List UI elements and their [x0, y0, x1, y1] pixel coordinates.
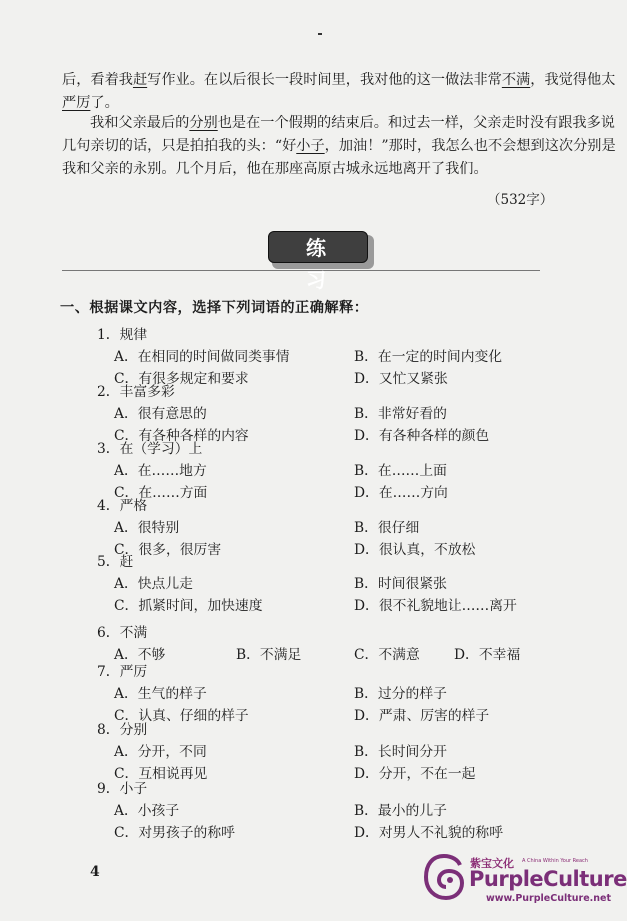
option-d: D．分开，不在一起	[354, 766, 476, 782]
logo-tagline: A China Within Your Reach	[522, 858, 588, 864]
question-term: 2．丰富多彩	[97, 384, 175, 400]
text-run: 我和父亲最后的	[90, 115, 190, 131]
paragraph-2-line-3: 我和父亲的永别。几个月后，他在那座高原古城永远地离开了我们。	[62, 161, 488, 177]
option-b: B．最小的儿子	[354, 803, 447, 819]
option-b: B．不满足	[236, 647, 302, 663]
banner-title: 练 习	[268, 231, 368, 263]
vocab-word-fenbie: 分别	[189, 115, 218, 131]
option-d: D．严肃、厉害的样子	[354, 708, 490, 724]
option-a: A．快点儿走	[114, 576, 193, 592]
text-run: ，加油！”那时，我怎么也不会想到这次分别是	[324, 138, 616, 154]
vocab-word-gan: 赶	[132, 72, 148, 88]
option-c: C．很多，很厉害	[114, 542, 222, 558]
paragraph-2-line-1	[62, 112, 615, 135]
option-c: C．有各种各样的内容	[114, 428, 249, 444]
question-term: 8．分别	[97, 722, 148, 738]
exercise-banner	[268, 231, 374, 292]
option-c: C．认真、仔细的样子	[114, 708, 249, 724]
option-a: A．分开，不同	[114, 744, 207, 760]
option-c: C．互相说再见	[114, 766, 208, 782]
option-b: B．过分的样子	[354, 686, 447, 702]
option-d: D．很认真，不放松	[354, 542, 476, 558]
option-a: A．在相同的时间做同类事情	[114, 349, 290, 365]
option-b: B．在……上面	[354, 463, 447, 479]
paragraph-1-line-1	[62, 69, 616, 92]
text-run: 几句亲切的话，只是拍拍我的头：“好	[62, 138, 297, 154]
question-term: 7．严厉	[97, 664, 148, 680]
purpleculture-logo	[422, 853, 627, 909]
paragraph-2	[62, 112, 616, 181]
logo-brand: PurpleCulture	[469, 867, 627, 891]
page-number: 4	[90, 864, 100, 880]
option-d: D．在……方向	[354, 485, 448, 501]
option-a: A．在……地方	[114, 463, 207, 479]
section-title: 一、根据课文内容，选择下列词语的正确解释：	[60, 300, 369, 316]
option-b: B．很仔细	[354, 520, 420, 536]
option-c: C．抓紧时间，加快速度	[114, 598, 263, 614]
option-d: D．对男人不礼貌的称呼	[354, 825, 504, 841]
logo-chinese: 紫宝文化	[470, 857, 514, 870]
logo-url: www.PurpleCulture.net	[486, 893, 612, 904]
question-term: 6．不满	[97, 625, 148, 641]
word-count: （532字）	[487, 192, 554, 208]
vocab-word-buman: 不满	[501, 72, 531, 88]
option-c: C．不满意	[354, 647, 420, 663]
top-mark	[318, 33, 322, 35]
paragraph-2-line-2	[62, 135, 616, 158]
option-a: A．生气的样子	[114, 686, 207, 702]
paragraph-1	[62, 69, 616, 115]
question-term: 4．严格	[97, 498, 148, 514]
text-run: ，我觉得他太	[530, 72, 616, 88]
option-a: A．小孩子	[114, 803, 180, 819]
text-run: 写作业。在以后很长一段时间里，我对他的这一做法非常	[147, 72, 502, 88]
vocab-word-yanli: 严厉	[62, 95, 91, 111]
seal-logo-icon	[422, 853, 466, 901]
option-b: B．在一定的时间内变化	[354, 349, 503, 365]
option-b: B．时间很紧张	[354, 576, 447, 592]
question-term: 5．赶	[97, 554, 134, 570]
option-d: D．有各种各样的颜色	[354, 428, 490, 444]
option-c: C．有很多规定和要求	[114, 371, 249, 387]
option-d: D．很不礼貌地让……离开	[354, 598, 517, 614]
option-b: B．非常好看的	[354, 406, 447, 422]
option-a: A．不够	[114, 647, 166, 663]
option-c: C．在……方面	[114, 485, 208, 501]
option-b: B．长时间分开	[354, 744, 447, 760]
option-a: A．很特别	[114, 520, 180, 536]
question-term: 1．规律	[97, 327, 148, 343]
text-run: 后，看着我	[62, 72, 133, 88]
text-run: 也是在一个假期的结束后。和过去一样，父亲走时没有跟我多说	[217, 115, 615, 131]
option-c: C．对男孩子的称呼	[114, 825, 235, 841]
text-run: 了。	[90, 95, 119, 111]
question-term: 9．小子	[97, 781, 148, 797]
option-a: A．很有意思的	[114, 406, 207, 422]
vocab-word-xiaozi: 小子	[296, 138, 325, 154]
option-d: D．不幸福	[454, 647, 521, 663]
question-term: 3．在（学习）上	[97, 441, 203, 457]
option-d: D．又忙又紧张	[354, 371, 448, 387]
